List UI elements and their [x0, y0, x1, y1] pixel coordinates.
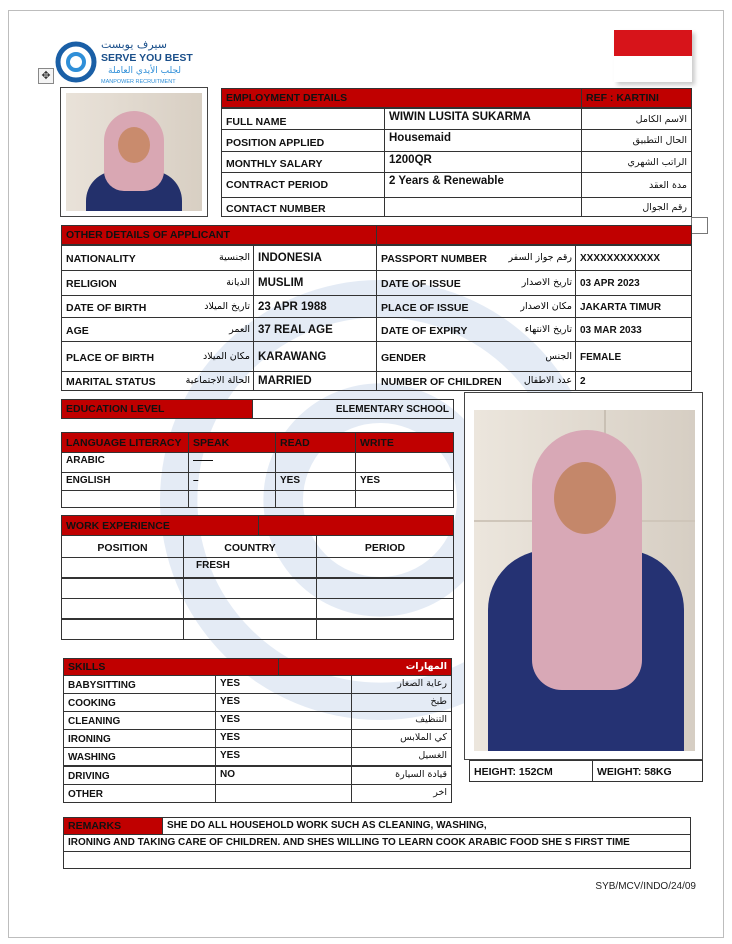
skill-label: OTHER	[63, 784, 216, 803]
contact-number-arabic: رقم الجوال	[581, 197, 692, 217]
contract-period-arabic: مدة العقد	[581, 172, 692, 198]
work-cell	[61, 578, 184, 599]
work-cell	[316, 598, 454, 619]
other-left-label: AGE	[61, 317, 254, 342]
contract-period-label: CONTRACT PERIOD	[221, 172, 385, 198]
other-right-value: JAKARTA TIMUR	[575, 295, 692, 318]
work-experience-header-fill	[258, 515, 454, 536]
other-right-value: 03 MAR 2033	[575, 317, 692, 342]
other-details-header: OTHER DETAILS OF APPLICANT	[61, 225, 377, 245]
monthly-salary-label: MONTHLY SALARY	[221, 151, 385, 173]
skill-value	[215, 784, 352, 803]
other-right-arabic: تاريخ الاصدار	[521, 277, 572, 288]
company-logo	[55, 38, 195, 88]
remarks-line-3	[63, 851, 691, 869]
work-column-header: PERIOD	[316, 535, 454, 558]
other-left-arabic: الديانة	[226, 277, 250, 288]
language-header: READ	[275, 432, 356, 453]
monthly-salary-arabic: الراتب الشهري	[581, 151, 692, 173]
other-right-label: NUMBER OF CHILDREN	[376, 371, 576, 391]
other-left-arabic: العمر	[229, 323, 250, 335]
other-right-value: 03 APR 2023	[575, 270, 692, 296]
language-cell	[61, 490, 189, 508]
other-right-arabic: تاريخ الانتهاء	[524, 323, 572, 335]
skill-arabic: الغسيل	[351, 747, 452, 766]
remarks-line-2: IRONING AND TAKING CARE OF CHILDREN. AND SHES WILLING TO LEARN COOK ARABIC FOOD SHE S FIRST TIME	[63, 834, 691, 852]
language-header: WRITE	[355, 432, 454, 453]
work-cell	[183, 598, 317, 619]
language-cell: YES	[355, 472, 454, 491]
other-left-arabic: الجنسية	[219, 252, 250, 263]
other-right-label: PASSPORT NUMBER	[376, 245, 576, 271]
remarks-label: REMARKS	[63, 817, 163, 835]
skill-value: YES	[215, 711, 352, 730]
language-cell	[355, 452, 454, 473]
contact-number-label: CONTACT NUMBER	[221, 197, 385, 217]
work-cell	[316, 578, 454, 599]
resize-handle[interactable]	[691, 217, 708, 234]
skill-arabic: قيادة السيارة	[351, 766, 452, 785]
other-left-value: MUSLIM	[253, 270, 377, 296]
education-label: EDUCATION LEVEL	[61, 399, 253, 419]
other-right-value: XXXXXXXXXXXX	[575, 245, 692, 271]
footer-code: SYB/MCV/INDO/24/09	[595, 881, 696, 892]
skill-arabic: كي الملابس	[351, 729, 452, 748]
logo-sub: MANPOWER RECRUITMENT	[101, 79, 176, 85]
language-cell: YES	[275, 472, 356, 491]
work-column-header: POSITION	[61, 535, 184, 558]
work-column-header: COUNTRY	[183, 535, 317, 558]
language-header: LANGUAGE LITERACY	[61, 432, 189, 453]
skill-arabic: التنظيف	[351, 711, 452, 730]
skill-value: NO	[215, 766, 352, 785]
skill-label: IRONING	[63, 729, 216, 748]
work-cell	[61, 619, 184, 640]
other-left-arabic: الحالة الاجتماعية	[185, 375, 250, 386]
monthly-salary-value: 1200QR	[384, 151, 582, 173]
other-right-arabic: الجنس	[545, 350, 572, 362]
other-right-label: DATE OF EXPIRY	[376, 317, 576, 342]
other-right-value: 2	[575, 371, 692, 391]
weight-label: WEIGHT: 58KG	[592, 760, 703, 782]
logo-arabic-sub: لجلب الأيدي العاملة	[108, 66, 181, 76]
skill-arabic: اخر	[351, 784, 452, 803]
other-left-value: 37 REAL AGE	[253, 317, 377, 342]
full-name-label: FULL NAME	[221, 108, 385, 130]
full-name-arabic: الاسم الكامل	[581, 108, 692, 130]
other-right-label: PLACE OF ISSUE	[376, 295, 576, 318]
contract-period-value: 2 Years & Renewable	[384, 172, 582, 198]
flag-indonesia	[614, 30, 692, 82]
work-cell	[316, 619, 454, 640]
other-details-header-fill	[376, 225, 692, 245]
education-value: ELEMENTARY SCHOOL	[252, 399, 454, 419]
skill-arabic: رعاية الصغار	[351, 675, 452, 694]
work-cell: FRESH	[183, 557, 317, 578]
other-left-arabic: تاريخ الميلاد	[204, 300, 250, 312]
other-left-label: DATE OF BIRTH	[61, 295, 254, 318]
language-cell: ——	[188, 452, 276, 473]
skill-arabic: طبخ	[351, 693, 452, 712]
work-experience-header: WORK EXPERIENCE	[61, 515, 259, 536]
other-left-label: RELIGION	[61, 270, 254, 296]
work-cell	[61, 557, 184, 578]
other-left-value: MARRIED	[253, 371, 377, 391]
language-cell: –	[188, 472, 276, 491]
other-right-value: FEMALE	[575, 341, 692, 372]
skill-label: DRIVING	[63, 766, 216, 785]
other-left-value: INDONESIA	[253, 245, 377, 271]
position-applied-arabic: الحال التطبيق	[581, 129, 692, 152]
other-right-label: GENDER	[376, 341, 576, 372]
skills-header: SKILLS	[63, 658, 279, 676]
skill-value: YES	[215, 675, 352, 694]
language-header: SPEAK	[188, 432, 276, 453]
language-cell: ENGLISH	[61, 472, 189, 491]
other-left-arabic: مكان الميلاد	[202, 350, 250, 362]
logo-arabic-title: سيرف يوبست	[101, 38, 167, 51]
skill-label: BABYSITTING	[63, 675, 216, 694]
position-applied-label: POSITION APPLIED	[221, 129, 385, 152]
skill-label: CLEANING	[63, 711, 216, 730]
skill-label: WASHING	[63, 747, 216, 766]
applicant-photo-small	[60, 87, 208, 217]
other-right-label: DATE OF ISSUE	[376, 270, 576, 296]
height-label: HEIGHT: 152CM	[469, 760, 593, 782]
skill-label: COOKING	[63, 693, 216, 712]
work-cell	[183, 619, 317, 640]
move-handle-icon[interactable]: ✥	[38, 68, 54, 84]
skill-value: YES	[215, 693, 352, 712]
language-cell: ARABIC	[61, 452, 189, 473]
skills-header-arabic: المهارات	[278, 658, 452, 676]
work-cell	[316, 557, 454, 578]
other-right-arabic: عدد الاطفال	[523, 375, 572, 386]
other-left-label: NATIONALITY	[61, 245, 254, 271]
other-left-label: PLACE OF BIRTH	[61, 341, 254, 372]
logo-name: SERVE YOU BEST	[101, 52, 193, 64]
contact-number-value	[384, 197, 582, 217]
applicant-photo-large	[464, 392, 703, 760]
work-cell	[61, 598, 184, 619]
skill-value: YES	[215, 729, 352, 748]
position-applied-value: Housemaid	[384, 129, 582, 152]
other-left-value: KARAWANG	[253, 341, 377, 372]
other-left-value: 23 APR 1988	[253, 295, 377, 318]
language-cell	[275, 452, 356, 473]
other-right-arabic: مكان الاصدار	[520, 300, 572, 312]
employment-header: EMPLOYMENT DETAILS	[221, 88, 582, 108]
ref-label: REF : KARTINI	[581, 88, 692, 108]
language-cell	[355, 490, 454, 508]
language-cell	[188, 490, 276, 508]
full-name-value: WIWIN LUSITA SUKARMA	[384, 108, 582, 130]
remarks-line-1: SHE DO ALL HOUSEHOLD WORK SUCH AS CLEANING, WASHING,	[162, 817, 691, 835]
logo-mark-icon	[55, 40, 97, 84]
work-cell	[183, 578, 317, 599]
other-right-arabic: رقم جواز السفر	[508, 252, 572, 263]
language-cell	[275, 490, 356, 508]
other-left-label: MARITAL STATUS	[61, 371, 254, 391]
skill-value: YES	[215, 747, 352, 766]
